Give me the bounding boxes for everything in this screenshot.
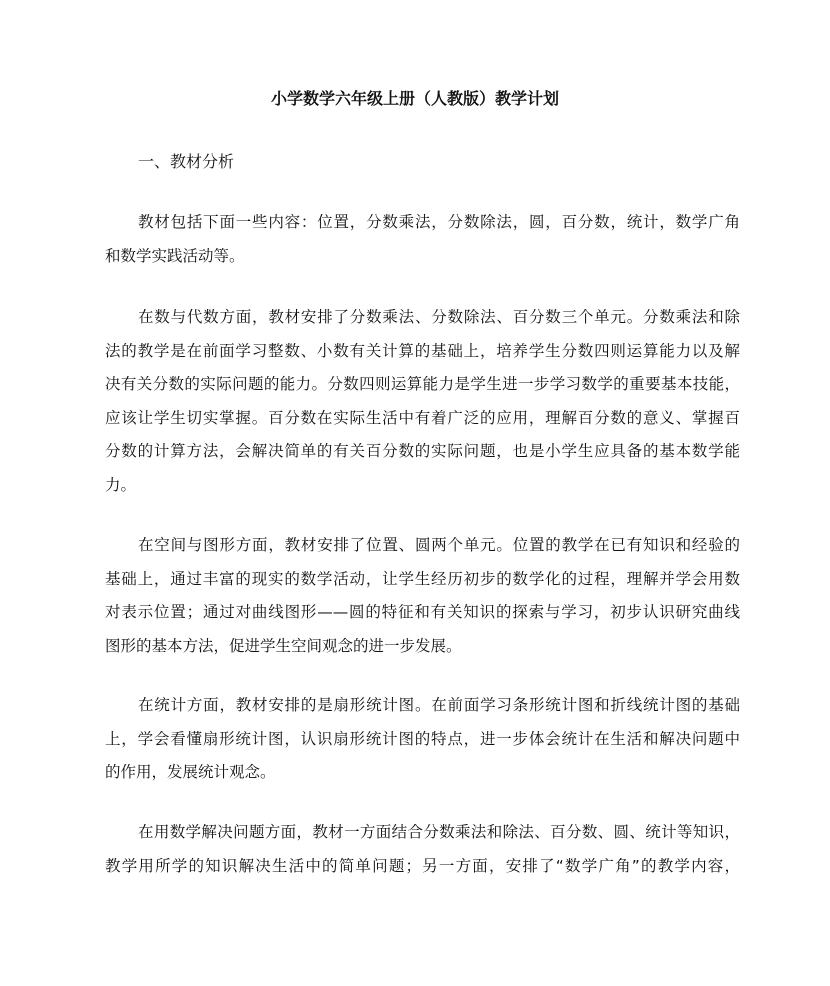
paragraph-line: 在数与代数方面，教材安排了分数乘法、分数除法、百分数三个单元。分数乘法和除 [138, 308, 740, 326]
paragraph-line: 对表示位置；通过对曲线图形——圆的特征和有关知识的探索与学习，初步认识研究曲线 [105, 603, 740, 621]
paragraph-line: 基础上，通过丰富的现实的数学活动，让学生经历初步的数学化的过程，理解并学会用数 [105, 569, 740, 588]
paragraph-line: 法的教学是在前面学习整数、小数有关计算的基础上，培养学生分数四则运算能力以及解 [105, 341, 740, 360]
paragraph-line: 决有关分数的实际问题的能力。分数四则运算能力是学生进一步学习数学的重要基本技能， [105, 375, 740, 393]
paragraph-line: 在空间与图形方面，教材安排了位置、圆两个单元。位置的教学在已有知识和经验的 [138, 536, 740, 554]
paragraph [105, 694, 740, 795]
paragraph-line: 教学用所学的知识解决生活中的简单问题；另一方面，安排了“数学广角”的教学内容， [105, 856, 740, 875]
paragraph-line: 应该让学生切实掌握。百分数在实际生活中有着广泛的应用，理解百分数的意义、掌握百 [105, 408, 740, 427]
paragraph-line: 力。 [105, 475, 137, 494]
paragraph-line: 和数学实践活动等。 [105, 246, 245, 265]
paragraph-line: 上，学会看懂扇形统计图，认识扇形统计图的特点，进一步体会统计在生活和解决问题中 [105, 729, 740, 748]
section-heading: 一、教材分析 [138, 152, 235, 171]
paragraph-line: 图形的基本方法，促进学生空间观念的进一步发展。 [105, 636, 462, 655]
paragraph [105, 211, 740, 278]
paragraph-line: 教材包括下面一些内容：位置，分数乘法，分数除法，圆，百分数，统计，数学广角 [138, 213, 740, 231]
paragraph [105, 534, 740, 668]
paragraph-line: 在统计方面，教材安排的是扇形统计图。在前面学习条形统计图和折线统计图的基础 [138, 696, 740, 714]
paragraph-line: 在用数学解决问题方面，教材一方面结合分数乘法和除法、百分数、圆、统计等知识， [138, 823, 740, 841]
paragraph-line: 分数的计算方法，会解决简单的有关百分数的实际问题，也是小学生应具备的基本数学能 [105, 442, 740, 460]
paragraph [105, 306, 740, 507]
paragraph [105, 821, 740, 888]
paragraph-line: 的作用，发展统计观念。 [105, 763, 276, 781]
document-title: 小学数学六年级上册（人教版）教学计划 [270, 89, 559, 108]
